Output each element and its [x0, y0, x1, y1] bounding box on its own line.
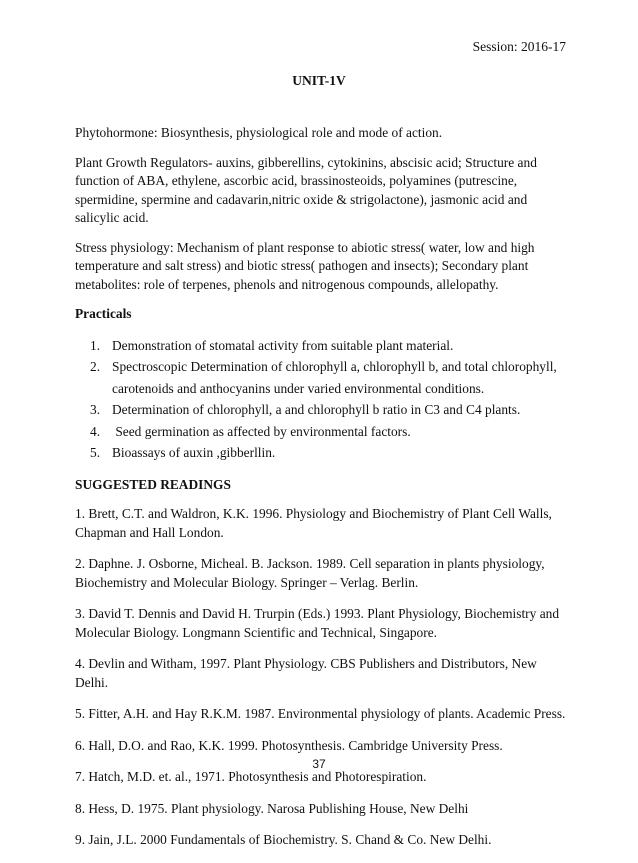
reading-item: 9. Jain, J.L. 2000 Fundamentals of Biochemistry. S. Chand & Co. New Delhi.	[75, 832, 492, 847]
list-item	[75, 335, 570, 357]
practicals-list	[75, 335, 570, 464]
page-number: 37	[312, 757, 326, 771]
reading-item: 8. Hess, D. 1975. Plant physiology. Narosa Publishing House, New Delhi	[75, 800, 469, 816]
list-item-text: Demonstration of stomatal activity from suitable plant material.	[112, 337, 454, 353]
reading-item: 4. Devlin and Witham, 1997. Plant Physiology. CBS Publishers and Distributors, New Delhi.	[75, 656, 537, 690]
list-item-text: carotenoids and anthocyanins under varied environmental conditions.	[112, 380, 485, 396]
list-item	[75, 421, 570, 443]
paragraph-growth-regulators: Plant Growth Regulators- auxins, gibberellins, cytokinins, abscisic acid; Structure and function of ABA, ethylene, ascorbic acid, brassinosteoids, polyamines (putrescine, spermidine, spermine and cadavarin,nitric oxide & strigolactone), jasmonic acid and salicylic acid.	[75, 154, 537, 225]
unit-title: UNIT-1V	[292, 73, 346, 88]
list-item-number: 2.	[90, 359, 101, 374]
list-item-text: Bioassays of auxin ,gibberllin.	[112, 445, 276, 460]
list-item	[75, 442, 570, 464]
list-item-continuation	[75, 378, 570, 400]
reading-item: 1. Brett, C.T. and Waldron, K.K. 1996. Physiology and Biochemistry of Plant Cell Walls, Chapman and Hall London.	[75, 506, 552, 540]
list-item-text: Determination of chlorophyll, a and chlorophyll b ratio in C3 and C4 plants.	[112, 402, 521, 417]
reading-item: 2. Daphne. J. Osborne, Micheal. B. Jackson. 1989. Cell separation in plants physiology, Biochemistry and Molecular Biology. Springer – Verlag. Berlin.	[75, 556, 545, 590]
list-item-number: 3.	[90, 402, 101, 417]
reading-item: 7. Hatch, M.D. et. al., 1971. Photosynthesis and Photorespiration.	[75, 769, 427, 784]
paragraph-phytohormone: Phytohormone: Biosynthesis, physiological role and mode of action.	[75, 125, 443, 140]
list-item-text: Spectroscopic Determination of chlorophyll a, chlorophyll b, and total chlorophyll,	[112, 359, 557, 374]
list-item	[75, 356, 570, 378]
list-item-number: 5.	[90, 445, 101, 460]
reading-item: 3. David T. Dennis and David H. Trurpin (Eds.) 1993. Plant Physiology, Biochemistry and Molecular Biology. Longmann Scientific and Technical, Singapore.	[75, 606, 560, 640]
list-item	[75, 399, 570, 421]
list-item-number: 4.	[90, 423, 101, 439]
paragraph-stress-physiology: Stress physiology: Mechanism of plant response to abiotic stress( water, low and high temperature and salt stress) and biotic stress( pathogen and insects); Secondary plant metabolites: role of terpenes, phenols and nitrogenous compounds, allelopathy.	[75, 239, 535, 292]
practicals-heading: Practicals	[75, 306, 132, 321]
list-item-number: 1.	[90, 337, 101, 353]
reading-item: 6. Hall, D.O. and Rao, K.K. 1999. Photosynthesis. Cambridge University Press.	[75, 737, 503, 753]
document-body	[75, 124, 570, 863]
list-item-text: Seed germination as affected by environmental factors.	[112, 423, 411, 439]
suggested-readings-heading: SUGGESTED READINGS	[75, 476, 231, 492]
session-label: Session: 2016-17	[472, 39, 566, 54]
reading-item: 5. Fitter, A.H. and Hay R.K.M. 1987. Environmental physiology of plants. Academic Press.	[75, 706, 566, 721]
